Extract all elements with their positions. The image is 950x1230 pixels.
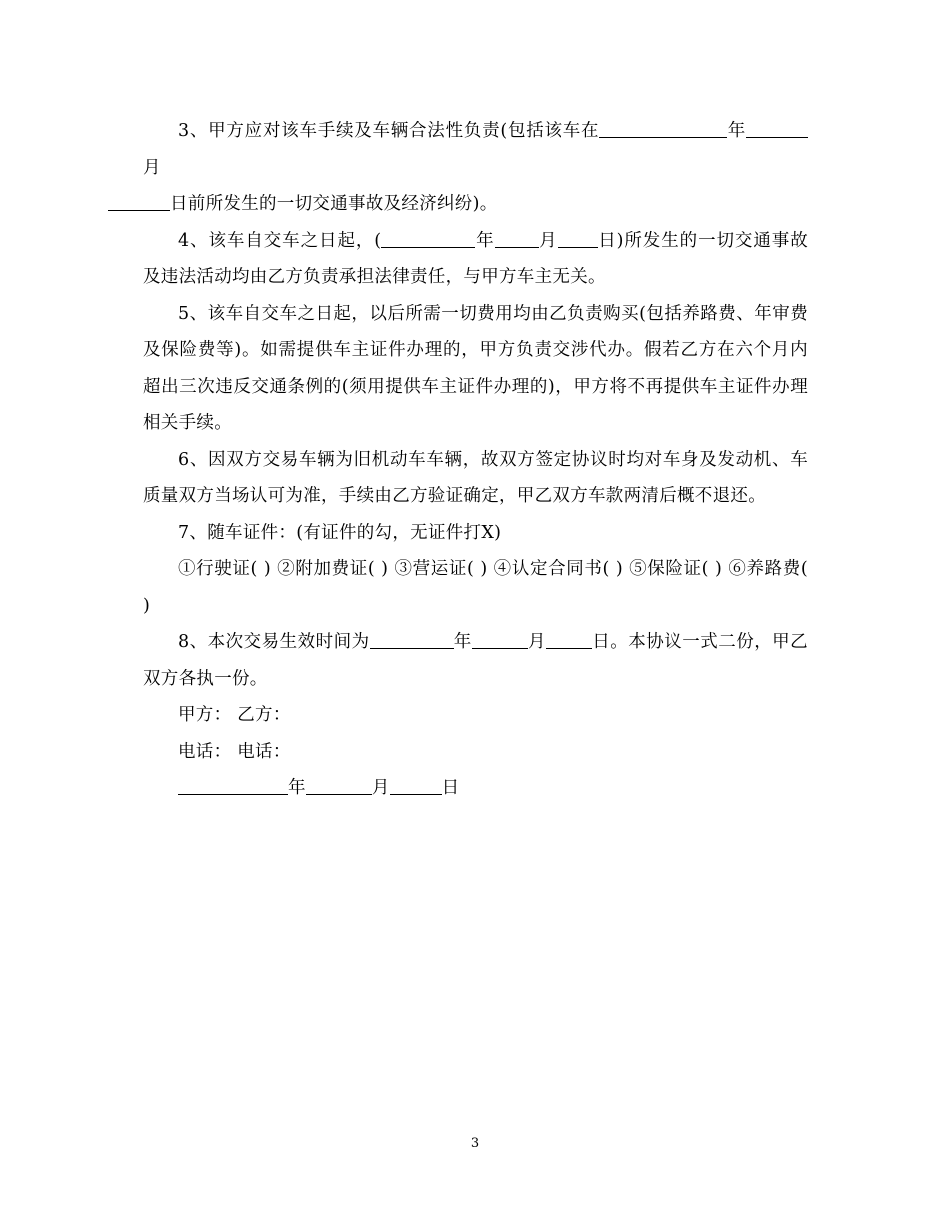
- clause-3-month: 月: [143, 157, 161, 178]
- clause-8-year: 年: [453, 632, 472, 652]
- blank-day: [108, 190, 170, 211]
- page-number: 3: [470, 1136, 480, 1151]
- signature-phones: 电话： 电话：: [178, 741, 291, 762]
- clause-6: 6、因双方交易车辆为旧机动车车辆，故双方签定协议时均对车身及发动机、车质量双方当场认可为准，手续由乙方验证确定，甲乙双方车款两清后概不退还。: [143, 449, 808, 506]
- clause-4-text-b: 日)所发生的一切交通事故及违法活动均由乙方负责承担法律责任，与甲方车主无关。: [143, 230, 808, 287]
- clause-3-year: 年: [727, 121, 746, 141]
- blank-month: [472, 628, 528, 649]
- signature-date: [143, 770, 808, 807]
- signature-day: 日: [441, 778, 460, 798]
- signature-parties: 甲方： 乙方：: [178, 705, 291, 725]
- clause-8-text-a: 8、本次交易生效时间为: [178, 632, 370, 652]
- blank-year: [178, 774, 288, 795]
- clause-3-text-a: 3、甲方应对该车手续及车辆合法性负责(包括该车在: [178, 121, 600, 141]
- clause-4-text-a: 4、该车自交车之日起，(: [178, 230, 382, 251]
- blank-day: [558, 227, 598, 248]
- clause-5: 5、该车自交车之日起，以后所需一切费用均由乙负责购买(包括养路费、年审费及保险费等)。如需提供车主证件办理的，甲方负责交涉代办。假若乙方在六个月内超出三次违反交通条例的(须用提供车主证件办理的)，甲方将不再提供车主证件办理相关手续。: [143, 303, 808, 433]
- blank-month: [746, 117, 808, 138]
- clause-7: 7、随车证件：(有证件的勾，无证件打X): [178, 522, 502, 543]
- clause-8: [143, 624, 808, 697]
- blank-year: [381, 227, 475, 248]
- documents-checklist: ①行驶证( ) ②附加费证( ) ③营运证( ) ④认定合同书( ) ⑤保险证( ) ⑥养路费( ): [143, 559, 808, 616]
- clause-8-text-b: 日。本协议一式二份，甲乙双方各执一份。: [143, 632, 808, 689]
- signature-year: 年: [288, 778, 306, 798]
- clause-4-month: 月: [538, 230, 558, 251]
- blank-year: [599, 117, 727, 138]
- clause-3-text-b: 日前所发生的一切交通事故及经济纠纷)。: [170, 194, 498, 214]
- blank-month: [306, 774, 372, 795]
- blank-year: [370, 628, 454, 649]
- blank-day: [546, 628, 592, 649]
- blank-month: [495, 227, 539, 248]
- clause-4-year: 年: [475, 230, 495, 251]
- clause-8-month: 月: [527, 632, 547, 652]
- document-body: [143, 113, 808, 807]
- signature-month: 月: [371, 778, 390, 798]
- clause-3: [143, 113, 808, 223]
- clause-4: [143, 223, 808, 296]
- blank-day: [390, 774, 442, 795]
